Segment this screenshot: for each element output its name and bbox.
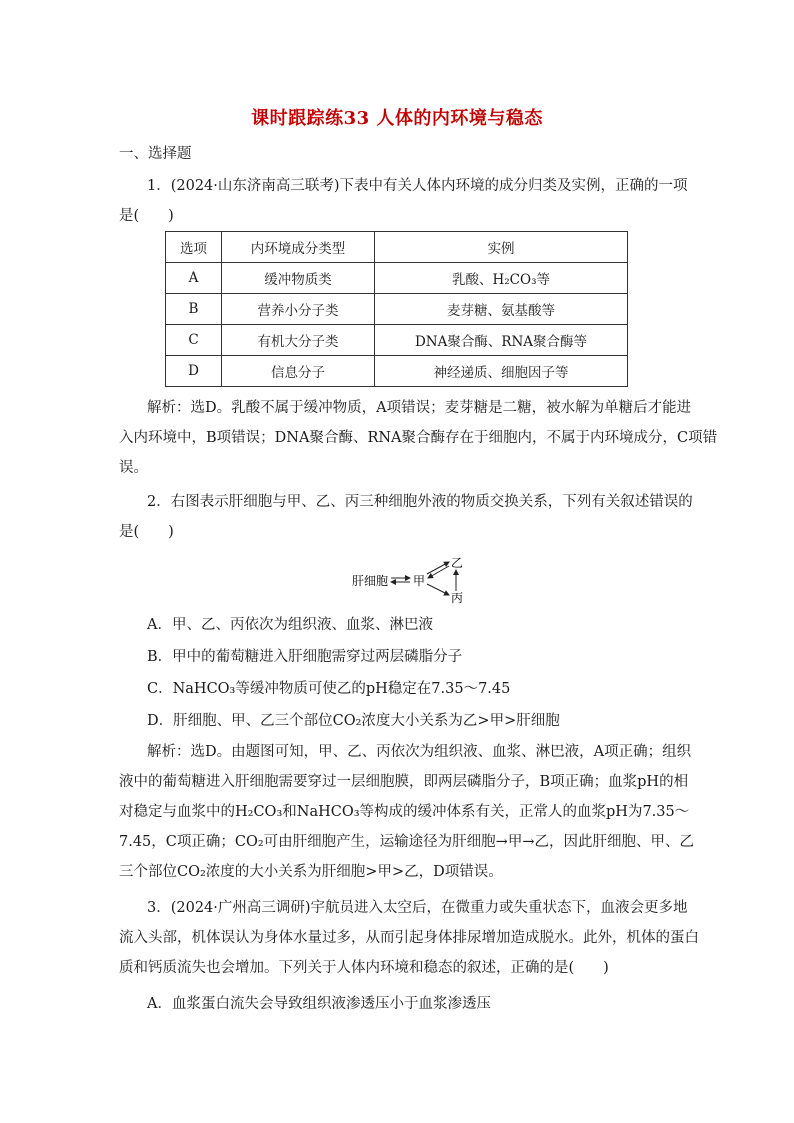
table-cell: 营养小分子类 <box>222 294 375 325</box>
q1-analysis-line-1: 解析：选D。乳酸不属于缓冲物质，A项错误；麦芽糖是二糖，被水解为单糖后才能进 <box>147 400 692 416</box>
table-row <box>166 294 628 325</box>
table-cell: 缓冲物质类 <box>222 263 375 294</box>
table-cell: 信息分子 <box>222 356 375 387</box>
q2-option-d: D．肝细胞、甲、乙三个部位CO₂浓度大小关系为乙>甲>肝细胞 <box>147 713 560 729</box>
diagram-label-liver: 肝细胞 <box>352 574 389 588</box>
q2-analysis-line-3: 对稳定与血浆中的H₂CO₃和NaHCO₃等构成的缓冲体系有关，正常人的血浆pH为7.35～ <box>119 804 690 820</box>
table-cell: DNA聚合酶、RNA聚合酶等 <box>375 325 628 356</box>
table-cell: 神经递质、细胞因子等 <box>375 356 628 387</box>
q2-stem-line-1: 2．右图表示肝细胞与甲、乙、丙三种细胞外液的物质交换关系，下列有关叙述错误的 <box>147 494 693 510</box>
q3-stem-line-2: 流入头部，机体误认为身体水量过多，从而引起身体排尿增加造成脱水。此外，机体的蛋白 <box>119 930 699 946</box>
q1-options-table <box>165 231 628 387</box>
q1-stem-line-1: 1．(2024·山东济南高三联考)下表中有关人体内环境的成分归类及实例，正确的一项 <box>147 178 688 194</box>
table-cell: 乳酸、H₂CO₃等 <box>375 263 628 294</box>
q2-option-c: C．NaHCO₃等缓冲物质可使乙的pH稳定在7.35～7.45 <box>147 681 511 697</box>
table-row <box>166 356 628 387</box>
q3-option-a: A．血浆蛋白流失会导致组织液渗透压小于血浆渗透压 <box>147 996 491 1012</box>
table-row <box>166 263 628 294</box>
q2-option-b: B．甲中的葡萄糖进入肝细胞需穿过两层磷脂分子 <box>147 649 463 665</box>
diagram-label-bing: 丙 <box>451 591 464 605</box>
q2-stem-line-2: 是( ) <box>119 524 174 540</box>
q1-analysis-line-3: 误。 <box>119 460 148 476</box>
q2-analysis-line-2: 液中的葡萄糖进入肝细胞需要穿过一层细胞膜，即两层磷脂分子，B项正确；血浆pH的相 <box>119 774 689 790</box>
q3-stem-line-1: 3．(2024·广州高三调研)宇航员进入太空后，在微重力或失重状态下，血液会更多地 <box>147 900 688 916</box>
table-row <box>166 325 628 356</box>
q1-stem-line-2: 是( ) <box>119 208 174 224</box>
section-heading: 一、选择题 <box>119 146 192 162</box>
table-header-cell: 内环境成分类型 <box>222 232 375 263</box>
q2-analysis-line-1: 解析：选D。由题图可知，甲、乙、丙依次为组织液、血浆、淋巴液，A项正确；组织 <box>147 744 692 760</box>
diagram-label-yi: 乙 <box>451 556 464 570</box>
table-cell: 有机大分子类 <box>222 325 375 356</box>
q2-option-a: A．甲、乙、丙依次为组织液、血浆、淋巴液 <box>147 617 433 633</box>
table-cell: 麦芽糖、氨基酸等 <box>375 294 628 325</box>
table-header-cell: 选项 <box>166 232 222 263</box>
table-cell: D <box>166 356 222 387</box>
q3-stem-line-3: 质和钙质流失也会增加。下列关于人体内环境和稳态的叙述，正确的是( ) <box>119 960 609 976</box>
page-title: 课时跟踪练33 人体的内环境与稳态 <box>251 108 543 129</box>
table-header-cell: 实例 <box>375 232 628 263</box>
table-header-row <box>166 232 628 263</box>
table-cell: C <box>166 325 222 356</box>
liver-fluid-exchange-diagram <box>350 551 480 607</box>
diagram-label-jia: 甲 <box>413 574 426 588</box>
q2-analysis-line-4: 7.45，C项正确；CO₂可由肝细胞产生，运输途径为肝细胞→甲→乙，因此肝细胞、甲、乙 <box>119 834 694 850</box>
table-cell: A <box>166 263 222 294</box>
table-cell: B <box>166 294 222 325</box>
q2-analysis-line-5: 三个部位CO₂浓度的大小关系为肝细胞>甲>乙，D项错误。 <box>119 864 503 880</box>
q1-analysis-line-2: 入内环境中，B项错误；DNA聚合酶、RNA聚合酶存在于细胞内，不属于内环境成分，C项错 <box>119 430 718 446</box>
arrow-jia-to-bing <box>427 584 449 595</box>
